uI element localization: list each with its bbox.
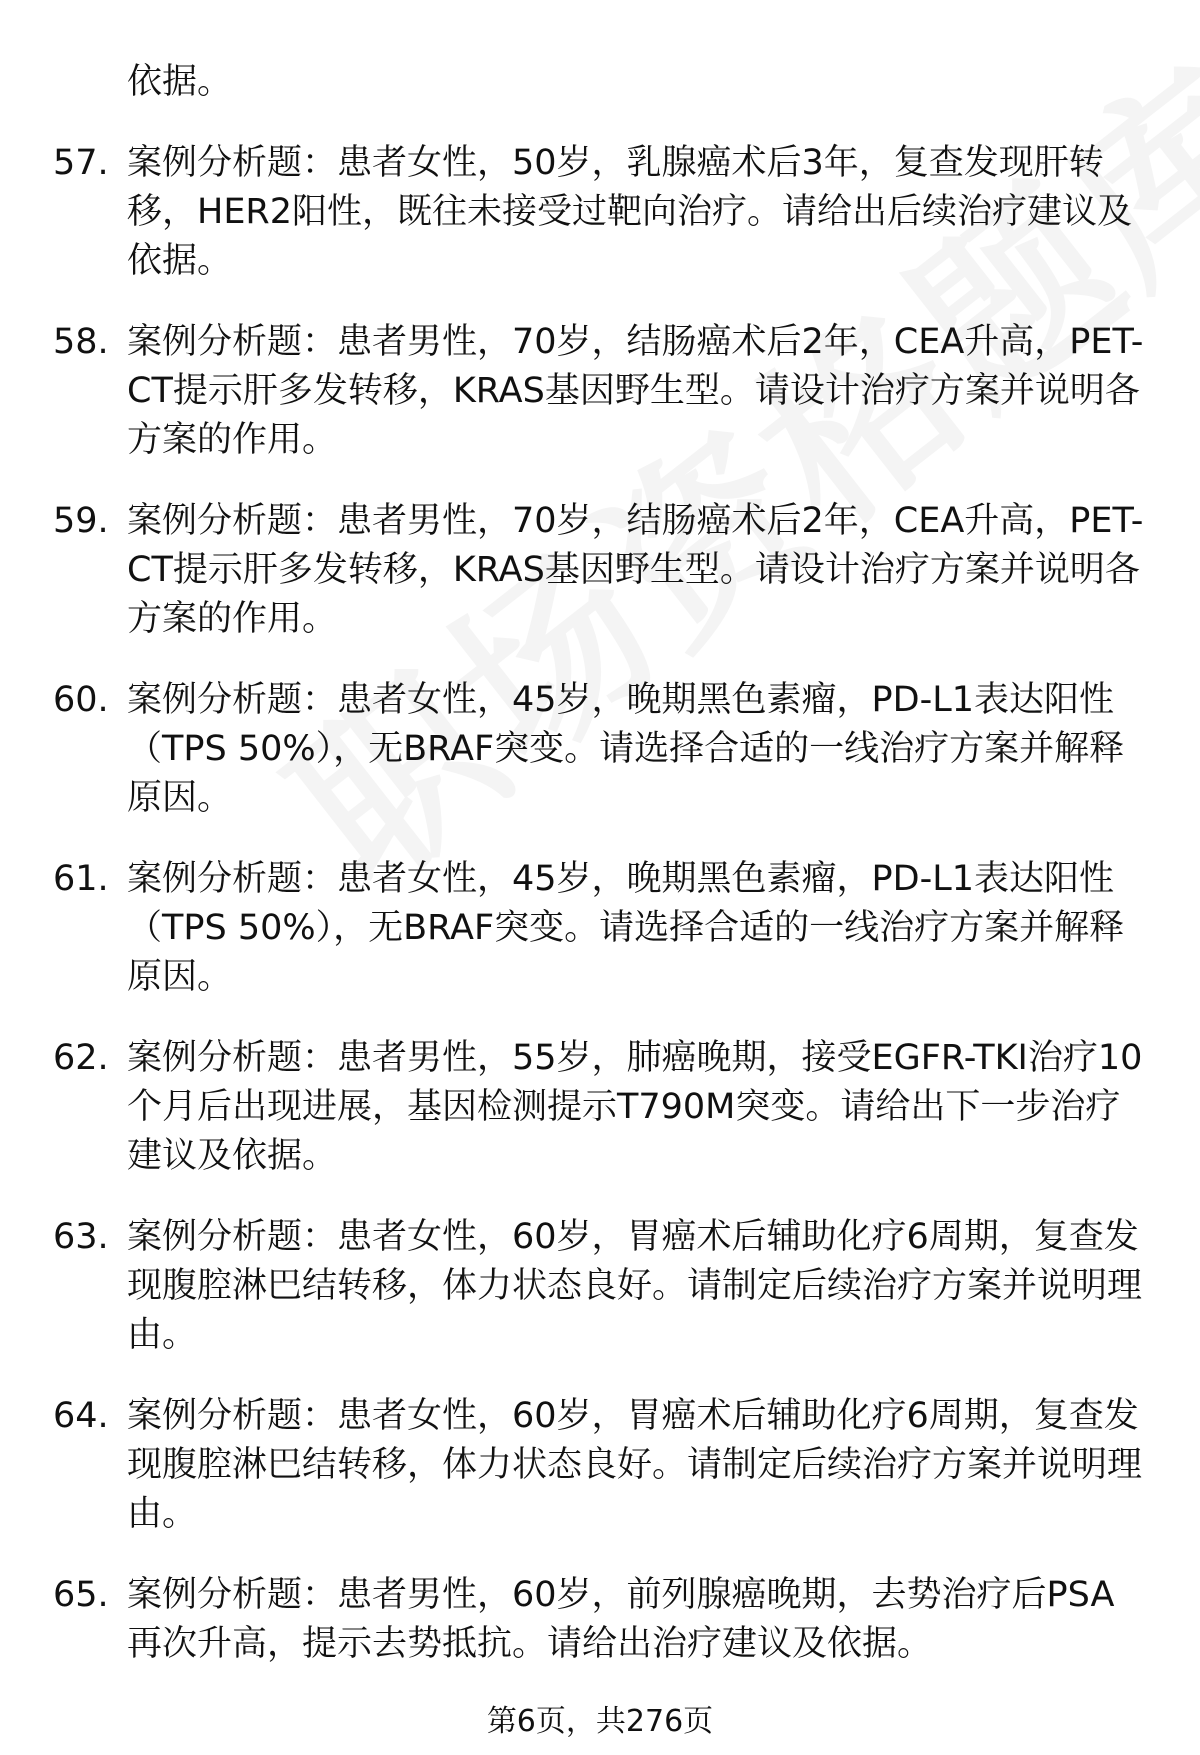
question-item xyxy=(0,1571,1147,1669)
question-item xyxy=(0,139,1147,286)
question-number: 65. xyxy=(53,1575,109,1615)
question-item xyxy=(0,855,1147,1002)
question-number: 64. xyxy=(53,1396,109,1436)
question-item xyxy=(0,497,1147,644)
question-text: 案例分析题：患者女性，45岁，晚期黑色素瘤，PD-L1表达阳性（TPS 50%），无BRAF突变。请选择合适的一线治疗方案并解释原因。 xyxy=(127,859,1125,997)
question-item xyxy=(0,1392,1147,1539)
question-item xyxy=(0,1034,1147,1181)
question-text: 案例分析题：患者男性，55岁，肺癌晚期，接受EGFR-TKI治疗10个月后出现进展，基因检测提示T790M突变。请给出下一步治疗建议及依据。 xyxy=(127,1038,1143,1176)
question-text: 案例分析题：患者男性，70岁，结肠癌术后2年，CEA升高，PET-CT提示肝多发转移，KRAS基因野生型。请设计治疗方案并说明各方案的作用。 xyxy=(127,501,1144,639)
question-text: 案例分析题：患者男性，60岁，前列腺癌晚期，去势治疗后PSA再次升高，提示去势抵抗。请给出治疗建议及依据。 xyxy=(127,1575,1115,1664)
question-number: 57. xyxy=(53,143,109,183)
continuation-text: 依据。 xyxy=(127,62,233,102)
question-number: 58. xyxy=(53,322,109,362)
question-number: 60. xyxy=(53,680,109,720)
question-item xyxy=(0,676,1147,823)
question-item xyxy=(0,318,1147,465)
question-text: 案例分析题：患者女性，60岁，胃癌术后辅助化疗6周期，复查发现腹腔淋巴结转移，体力状态良好。请制定后续治疗方案并说明理由。 xyxy=(127,1396,1143,1534)
question-number: 63. xyxy=(53,1217,109,1257)
question-number: 59. xyxy=(53,501,109,541)
question-list xyxy=(0,58,1200,1701)
question-number: 61. xyxy=(53,859,109,899)
question-item xyxy=(0,1213,1147,1360)
page-footer: 第6页，共276页 xyxy=(486,1704,714,1739)
question-number: 62. xyxy=(53,1038,109,1078)
question-text: 案例分析题：患者女性，45岁，晚期黑色素瘤，PD-L1表达阳性（TPS 50%），无BRAF突变。请选择合适的一线治疗方案并解释原因。 xyxy=(127,680,1125,818)
question-text: 案例分析题：患者女性，60岁，胃癌术后辅助化疗6周期，复查发现腹腔淋巴结转移，体力状态良好。请制定后续治疗方案并说明理由。 xyxy=(127,1217,1143,1355)
question-text: 案例分析题：患者女性，50岁，乳腺癌术后3年，复查发现肝转移，HER2阳性，既往未接受过靶向治疗。请给出后续治疗建议及依据。 xyxy=(127,143,1133,281)
question-text: 案例分析题：患者男性，70岁，结肠癌术后2年，CEA升高，PET-CT提示肝多发转移，KRAS基因野生型。请设计治疗方案并说明各方案的作用。 xyxy=(127,322,1144,460)
